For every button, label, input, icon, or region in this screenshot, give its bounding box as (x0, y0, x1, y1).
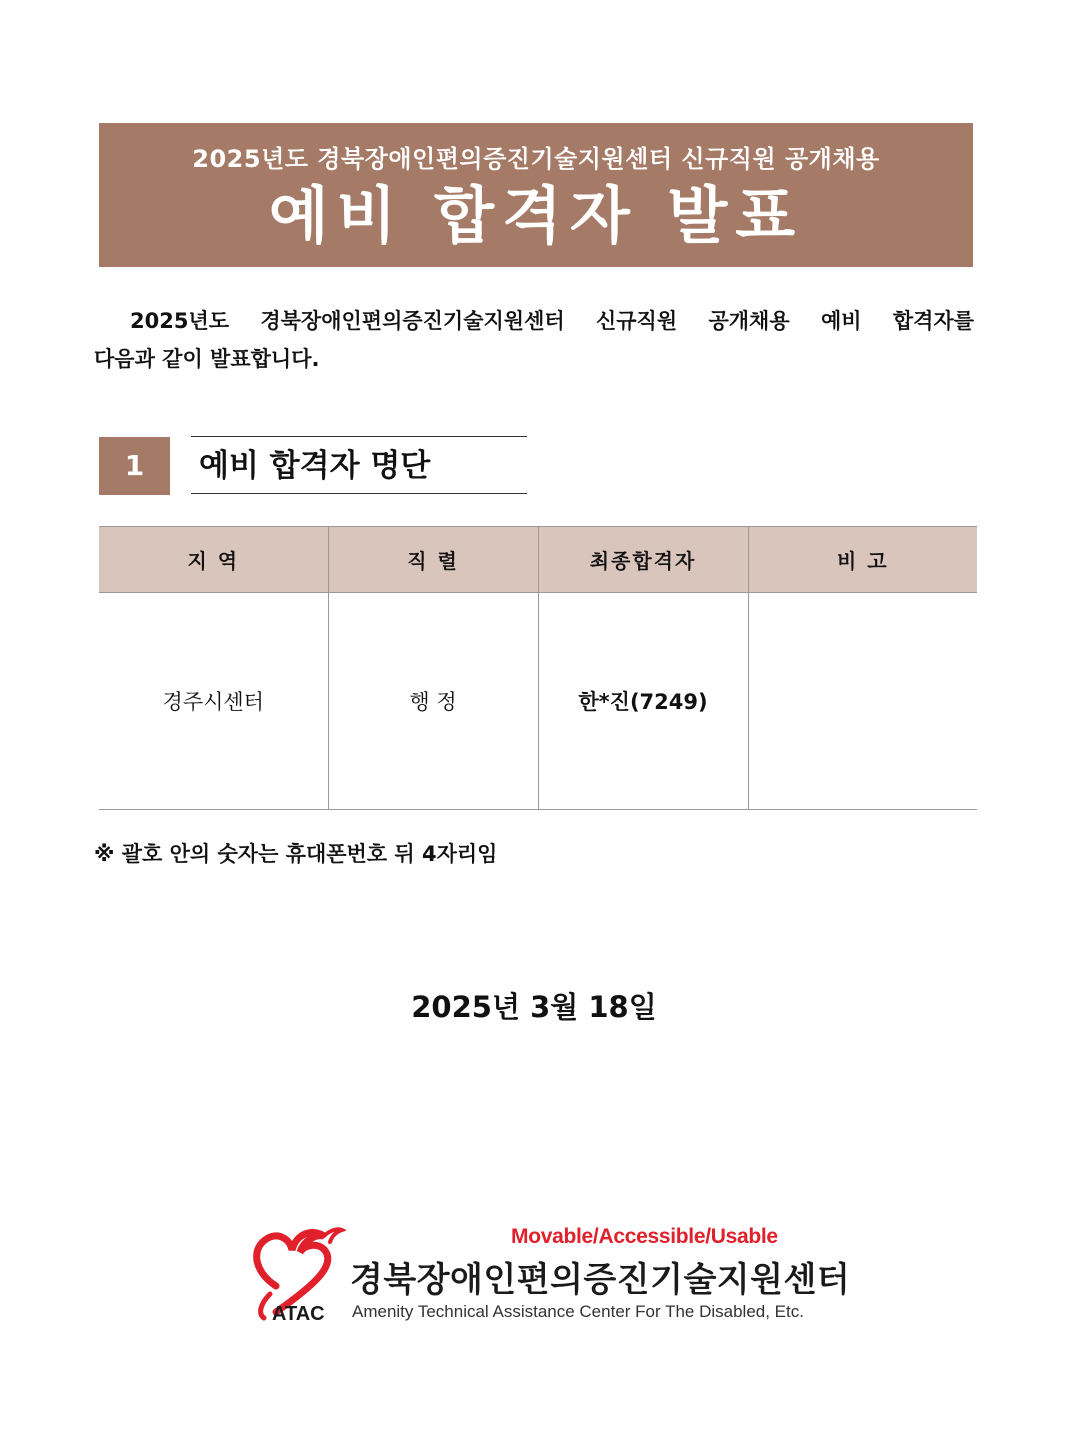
org-name-korean: 경북장애인편의증진기술지원센터 (350, 1260, 851, 1300)
intro-paragraph (94, 302, 974, 378)
title-banner (99, 123, 973, 267)
cell-remarks (748, 593, 977, 810)
section-title: 예비 합격자 명단 (191, 436, 527, 494)
table-row (99, 593, 977, 810)
cell-region: 경주시센터 (99, 593, 328, 810)
cell-final-passer: 한*진(7249) (538, 593, 748, 810)
section-number: 1 (99, 437, 170, 495)
intro-line-2: 다음과 같이 발표합니다. (94, 347, 320, 371)
org-name-english: Amenity Technical Assistance Center For The Disabled, Etc. (352, 1302, 804, 1321)
banner-subtitle: 2025년도 경북장애인편의증진기술지원센터 신규직원 공개채용 (192, 145, 880, 173)
banner-title: 예비 합격자 발표 (268, 179, 804, 252)
header-region: 지 역 (99, 527, 328, 593)
result-table (99, 526, 977, 810)
atac-logo-icon (246, 1224, 346, 1328)
footnote: ※ 괄호 안의 숫자는 휴대폰번호 뒤 4자리임 (94, 842, 498, 866)
footer-slogan: Movable/Accessible/Usable (511, 1225, 778, 1248)
cell-job-series: 행 정 (328, 593, 538, 810)
header-remarks: 비 고 (748, 527, 977, 593)
table-header-row (99, 527, 977, 593)
header-job-series: 직 렬 (328, 527, 538, 593)
logo-text: ATAC (272, 1303, 325, 1325)
header-final-passer: 최종합격자 (538, 527, 748, 593)
announcement-date: 2025년 3월 18일 (411, 990, 657, 1024)
intro-line-1: 2025년도 경북장애인편의증진기술지원센터 신규직원 공개채용 예비 합격자를 (130, 309, 974, 333)
